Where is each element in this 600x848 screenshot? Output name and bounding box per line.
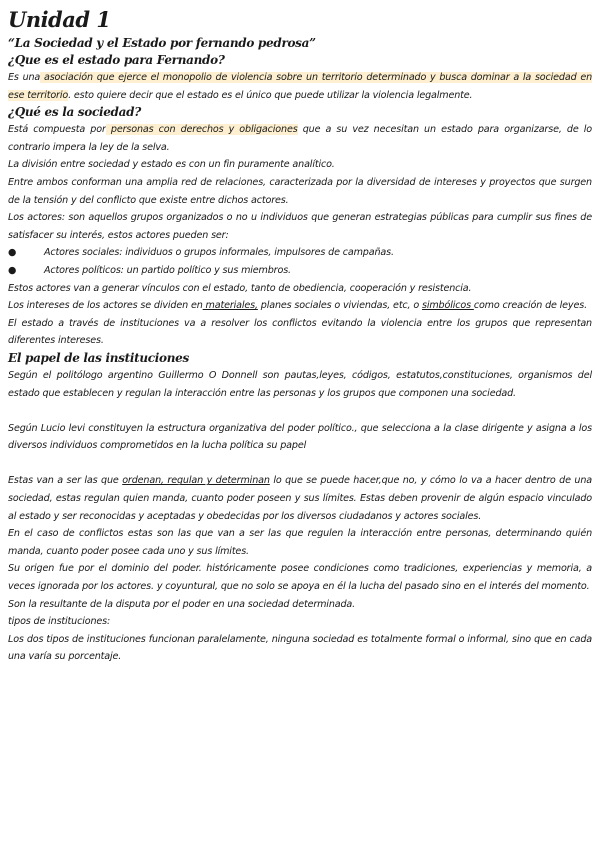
paragraph: Son la resultante de la disputa por el poder en una sociedad determinada. — [8, 598, 356, 610]
paragraph: Los actores: son aquellos grupos organizados o no u individuos que generan estrategias públicas para cumplir sus fines de satisfacer su interés, estos actores pueden ser: — [8, 212, 592, 241]
bullet-icon: ● — [8, 264, 17, 276]
paragraph-intereses — [8, 297, 592, 315]
text-segment: Estas van a ser las que — [8, 475, 123, 487]
highlighted-text: personas con derechos y obligaciones — [105, 124, 298, 136]
section-heading-instituciones: El papel de las instituciones — [8, 350, 189, 365]
section-heading-sociedad: ¿Qué es la sociedad? — [8, 105, 141, 120]
underlined-text: ordenan, regulan y determinan — [122, 475, 270, 487]
document-subtitle: “La Sociedad y el Estado por fernando pedrosa” — [8, 36, 316, 50]
actors-list — [8, 244, 592, 279]
text-segment: Los intereses de los actores se dividen en — [8, 300, 203, 312]
list-item — [8, 244, 592, 262]
document-title: Unidad 1 — [8, 7, 111, 32]
paragraph-funciones — [8, 472, 592, 525]
paragraph: Según Lucio levi constituyen la estructura organizativa del poder político., que selecciona a la clase dirigente y asigna a los diversos individuos comprometidos en la lucha política su papel — [8, 422, 592, 452]
paragraph: tipos de instituciones: — [8, 616, 111, 628]
paragraph: En el caso de conflictos estas son las que van a ser las que regulen la interacción entre personas, determinando quién manda, cuanto poder posee cada uno y sus límites. — [8, 528, 592, 557]
paragraph: Su origen fue por el dominio del poder. históricamente posee condiciones como tradiciones, experiencias y memoria, a veces ignorada por los actores. y coyuntural, que no solo se apoya en él la lucha del pasado sino en el interés del momento. — [8, 563, 592, 593]
text-segment: planes sociales o viviendas, etc, o — [257, 300, 422, 312]
text-segment: como creación de leyes. — [473, 300, 587, 312]
list-item-text: Actores políticos: un partido político y sus miembros. — [44, 264, 291, 276]
bullet-icon: ● — [8, 247, 17, 259]
underlined-text: simbólicos — [421, 300, 474, 312]
paragraph-sociedad-definition — [8, 121, 592, 156]
paragraph: Los dos tipos de instituciones funcionan paralelamente, ninguna sociedad es totalmente formal o informal, sino que en cada una varía su porcentaje. — [8, 633, 592, 663]
spacer — [8, 402, 592, 420]
underlined-text: materiales, — [202, 300, 258, 312]
text-segment: . esto quiere decir que el estado es el único que puede utilizar la violencia legalmente. — [68, 89, 473, 101]
spacer — [8, 455, 592, 473]
list-item — [8, 262, 592, 280]
paragraph: Según el politólogo argentino Guillermo O Donnell son pautas,leyes, códigos, estatutos,constituciones, organismos del estado que establecen y regulan la interacción entre las personas y los grupos que componen una sociedad. — [8, 369, 592, 399]
list-item-text: Actores sociales: individuos o grupos informales, impulsores de campañas. — [44, 247, 394, 259]
section-heading-estado: ¿Que es el estado para Fernando? — [8, 53, 225, 67]
text-segment: lo que se puede hacer,que no, y cómo lo va a hacer dentro de una sociedad, estas regulan quien manda, cuanto poder poseen y sus límites. Estas deben provenir de algún espacio vinculado al estado y ser reconocidas y aceptadas y obedecidas por los diversos ciudadanos y actores sociales. — [8, 475, 592, 522]
paragraph-estado-definition — [8, 69, 592, 104]
text-segment: Es una — [8, 72, 41, 83]
paragraph: Estos actores van a generar vínculos con el estado, tanto de obediencia, cooperación y resistencia. — [8, 282, 472, 294]
paragraph: El estado a través de instituciones va a resolver los conflictos evitando la violencia entre los grupos que representan diferentes intereses. — [8, 317, 592, 347]
highlighted-text: asociación que ejerce el monopolio de violencia sobre un territorio determinado y busca dominar a la sociedad en ese territorio — [8, 72, 593, 101]
text-segment: que a su vez necesitan un estado para organizarse, de lo contrario impera la ley de la selva. — [8, 124, 592, 153]
paragraph: La división entre sociedad y estado es con un fin puramente analítico. — [8, 159, 335, 171]
text-segment: Está compuesta por — [8, 124, 106, 136]
paragraph: Entre ambos conforman una amplia red de relaciones, caracterizada por la diversidad de intereses y proyectos que surgen de la tensión y del conflicto que existe entre dichos actores. — [8, 176, 592, 206]
